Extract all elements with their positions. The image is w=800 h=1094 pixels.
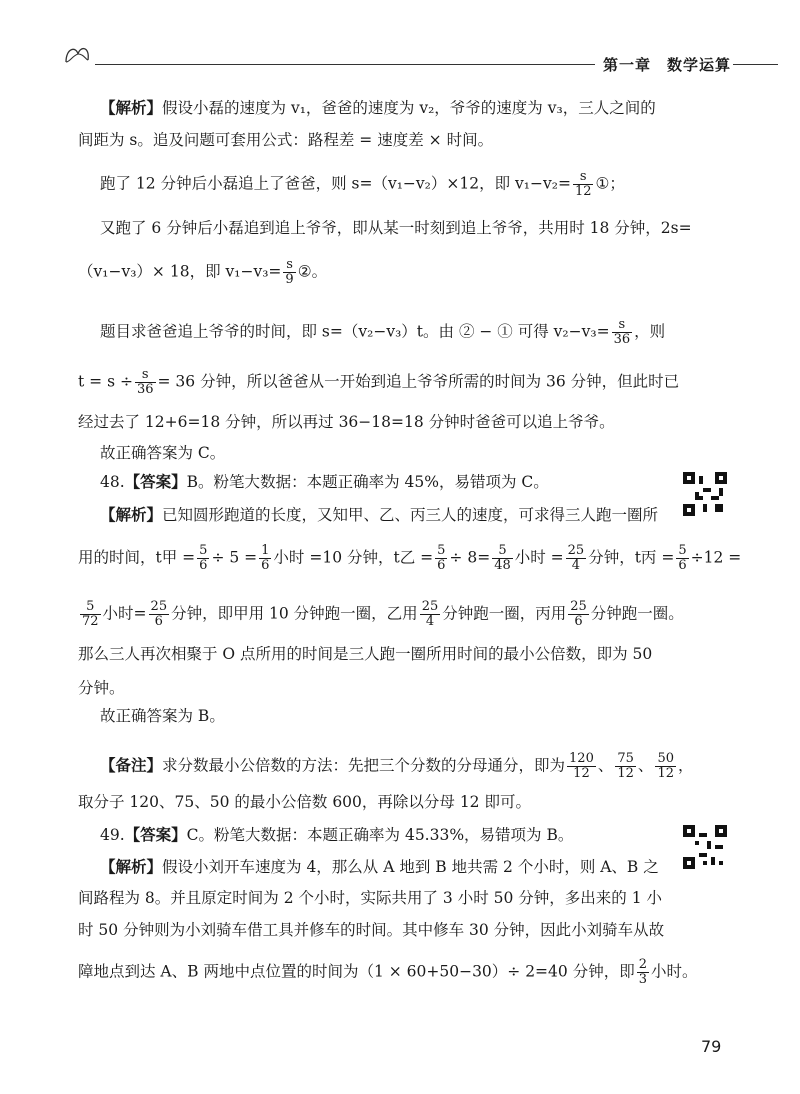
fraction: $\frac{s}{36}$ [136,367,154,397]
paragraph-line: （v₁−v₃）× 18，即 v₁−v₃= $\frac{s}{9}$ ②。 [78,257,328,287]
leaf-icon [62,42,96,66]
fraction: $\frac{50}{12}$ [657,751,674,781]
answer-label: 【答案】 [124,473,187,491]
paragraph-line: 间距为 s。追及问题可套用公式：路程差 = 速度差 × 时间。 [78,131,494,149]
answer-line: 故正确答案为 B。 [100,707,225,725]
paragraph-line: 【解析】已知圆形跑道的长度，又知甲、乙、丙三人的速度，可求得三人跑一圈所 [100,506,659,524]
paragraph-line: 用的时间，t甲 = $\frac{5}{6}$ ÷ 5 = $\frac{1}{6}$ 小时 =10 分钟，t乙 = $\frac{5}{6}$ ÷ 8= $\frac{5}{48}$ 小时 = $\frac{25}{4}$ 分钟，t丙 = $\frac{5}{6}$ ÷12 = [78,543,742,573]
fraction: $\frac{5}{6}$ [678,543,687,573]
qr-code-icon[interactable] [683,472,727,516]
paragraph-line: 题目求爸爸追上爷爷的时间，即 s=（v₂−v₃）t。由 ② − ① 可得 v₂−v₃= $\frac{s}{36}$ ，则 [100,317,666,347]
fraction: $\frac{25}{6}$ [570,599,587,629]
fraction: $\frac{5}{6}$ [199,543,208,573]
paragraph-line: 【备注】求分数最小公倍数的方法：先把三个分数的分母通分，即为 $\frac{120}{12}$ 、 $\frac{75}{12}$ 、 $\frac{50}{12}$ ， [100,751,694,781]
analysis-label: 【解析】 [100,99,163,117]
paragraph-line: t = s ÷ $\frac{s}{36}$ = 36 分钟，所以爸爸从一开始到追上爷爷所需的时间为 36 分钟，但此时已 [78,367,680,397]
fraction: $\frac{2}{3}$ [638,957,647,987]
fraction: $\frac{5}{48}$ [494,543,511,573]
paragraph-line: 障地点到达 A、B 两地中点位置的时间为（1 × 60+50−30）÷ 2=40 分钟，即 $\frac{2}{3}$ 小时。 [78,957,698,987]
paragraph-line: 分钟。 [78,679,125,697]
fraction: $\frac{5}{72}$ [82,599,99,629]
fraction: $\frac{s}{9}$ [285,257,294,287]
fraction: $\frac{1}{6}$ [261,543,270,573]
paragraph-line: 间路程为 8。并且原定时间为 2 个小时，实际共用了 3 小时 50 分钟，多出来的 1 小 [78,889,663,907]
fraction: $\frac{25}{6}$ [150,599,168,629]
paragraph-line: 取分子 120、75、50 的最小公倍数 600，再除以分母 12 即可。 [78,793,531,811]
paragraph-line: 那么三人再次相聚于 O 点所用的时间是三人跑一圈所用时间的最小公倍数，即为 50 [78,645,653,663]
analysis-label: 【解析】 [100,506,163,524]
header-rule [95,64,595,65]
note-label: 【备注】 [100,756,163,775]
paragraph-line: 【解析】假设小磊的速度为 v₁，爸爸的速度为 v₂，爷爷的速度为 v₃，三人之间的 [100,99,656,117]
analysis-label: 【解析】 [100,858,163,876]
fraction: $\frac{s}{36}$ [613,317,631,347]
fraction: $\frac{25}{4}$ [567,543,585,573]
fraction: $\frac{120}{12}$ [569,751,594,781]
answer-line: 49.【答案】C。粉笔大数据：本题正确率为 45.33%，易错项为 B。 [100,826,574,844]
fraction: $\frac{25}{4}$ [421,599,439,629]
fraction: $\frac{75}{12}$ [617,751,634,781]
paragraph-line: 时 50 分钟则为小刘骑车借工具并修车的时间。其中修车 30 分钟，因此小刘骑车从故 [78,921,665,939]
paragraph-line: 【解析】假设小刘开车速度为 4，那么从 A 地到 B 地共需 2 个小时，则 A、B 之 [100,858,659,876]
paragraph-line: 经过去了 12+6=18 分钟，所以再过 36−18=18 分钟时爸爸可以追上爷爷。 [78,413,615,431]
answer-label: 【答案】 [124,826,187,844]
qr-code-icon[interactable] [683,825,727,869]
paragraph-line: 跑了 12 分钟后小磊追上了爸爸，则 s=（v₁−v₂）×12，即 v₁−v₂= $\frac{s}{12}$ ①； [100,169,625,199]
header-rule-right [733,64,778,65]
answer-line: 48.【答案】B。粉笔大数据：本题正确率为 45%，易错项为 C。 [100,473,549,491]
paragraph-line: $\frac{5}{72}$ 小时= $\frac{25}{6}$ 分钟，即甲用 10 分钟跑一圈，乙用 $\frac{25}{4}$ 分钟跑一圈，丙用 $\frac{25}{6}$ 分钟跑一圈。 [82,599,684,629]
chapter-title: 第一章 数学运算 [603,56,732,74]
fraction: $\frac{s}{12}$ [574,169,592,199]
paragraph-line: 又跑了 6 分钟后小磊追到追上爷爷，即从某一时刻到追上爷爷，共用时 18 分钟，2s= [100,219,692,237]
page-number: 79 [701,1037,722,1056]
fraction: $\frac{5}{6}$ [437,543,446,573]
answer-line: 故正确答案为 C。 [100,444,226,462]
